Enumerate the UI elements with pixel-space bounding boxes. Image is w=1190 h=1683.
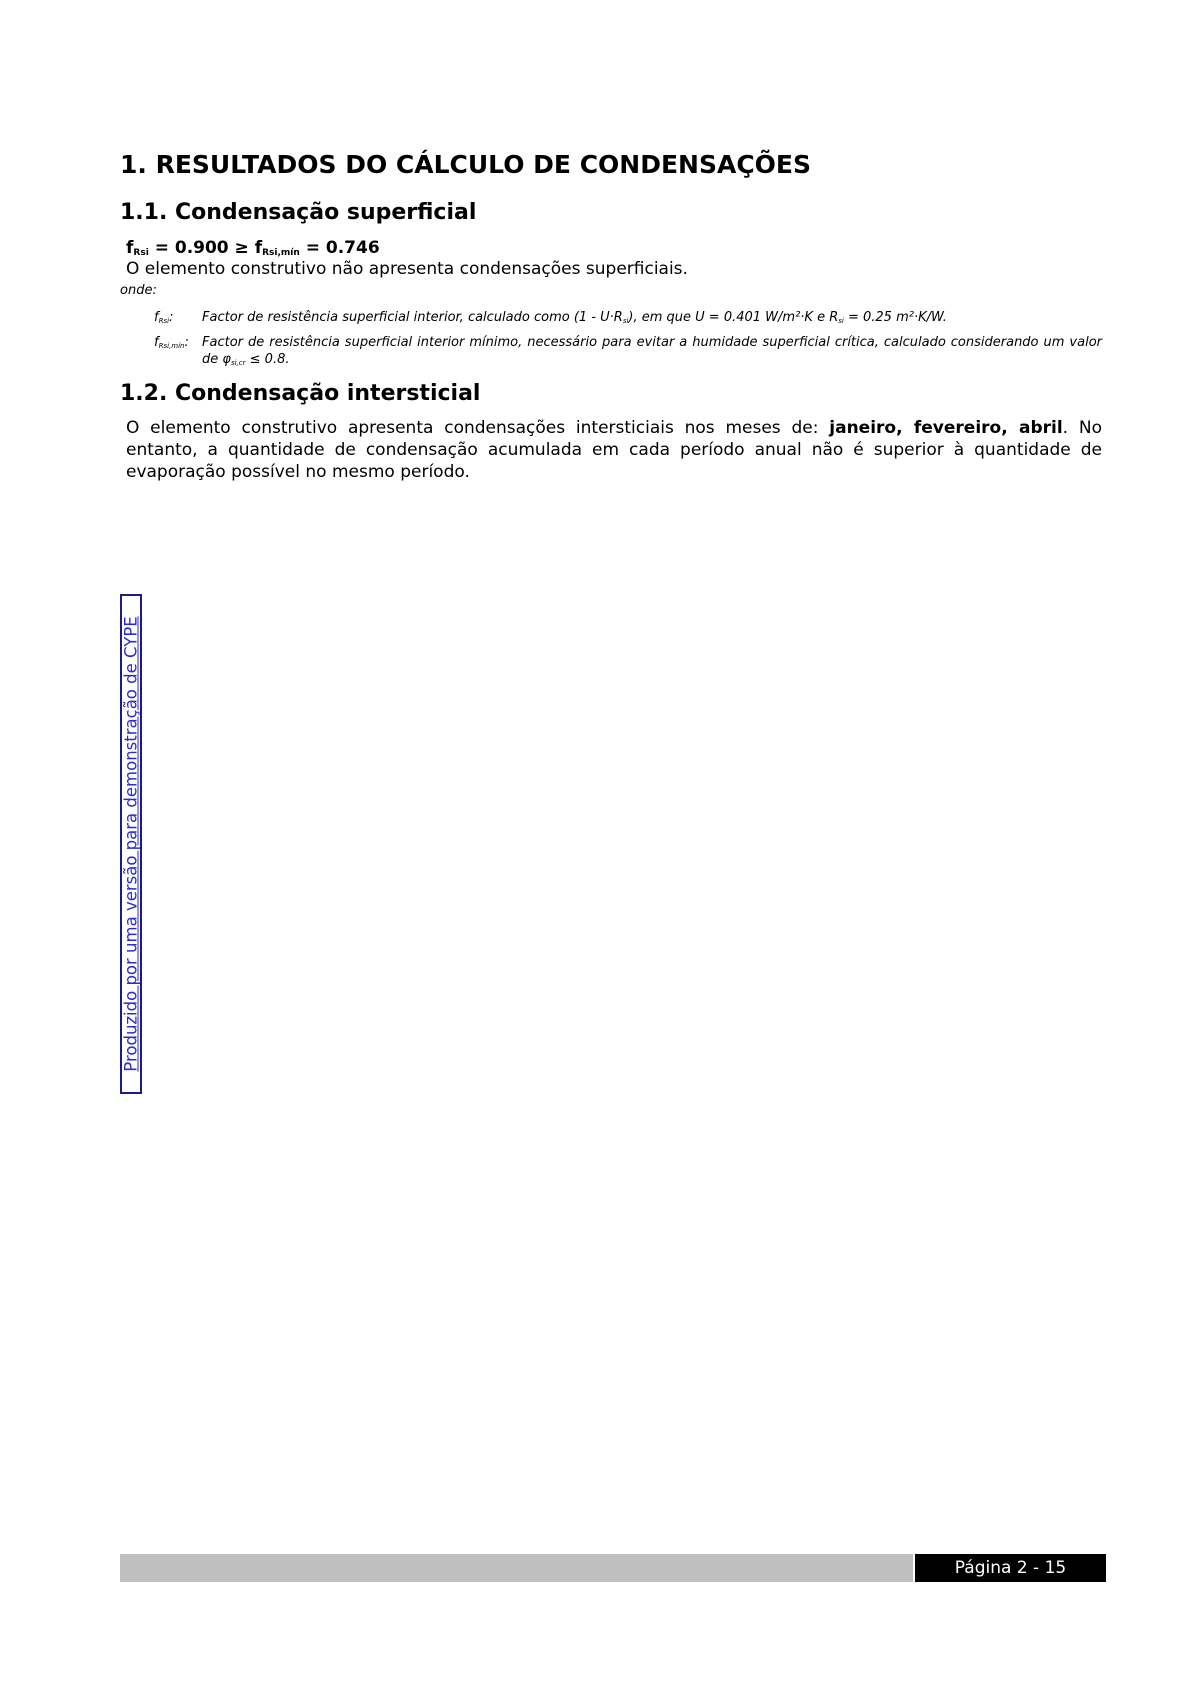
demo-watermark-link[interactable]: Produzido por uma versão para demonstração de CYPE (121, 616, 141, 1072)
formula-symbol-frsimin: f (254, 238, 263, 258)
formula-symbol-frsi: f (126, 238, 134, 258)
page-heading: 1. RESULTADOS DO CÁLCULO DE CONDENSAÇÕES (120, 150, 812, 179)
formula-value-frsi: = 0.900 ≥ (148, 238, 255, 258)
where-label: onde: (120, 283, 157, 298)
interstitial-condensation-paragraph: O elemento construtivo apresenta condensações intersticiais nos meses de: janeiro, fevereiro, abril. No entanto, a quantidade de condensação acumulada em cada período anual não é superior à quantidade de evaporação possível no mesmo período. (126, 418, 1102, 482)
footer-bar (120, 1554, 913, 1582)
section-title-interstitial-condensation: 1.2. Condensação intersticial (120, 381, 481, 406)
definition-text: Factor de resistência superficial interior, calculado como $(1 - U\cdot R_{si})$, em que U = 0.401 W/m²·K e $R_{si} = 0.25$ m²·K/W. (202, 310, 947, 325)
definition-frsimin (154, 334, 1102, 372)
formula-subscript-rsimin: Rsi,mín (262, 248, 300, 258)
page-number: Página 2 - 15 (915, 1554, 1106, 1582)
surface-condensation-result: O elemento construtivo não apresenta condensações superficiais. (126, 259, 688, 279)
definition-text: Factor de resistência superficial interior mínimo, necessário para evitar a humidade superficial crítica, calculado considerando um valor de $\varphi_{si,cr} \le 0.8$. (202, 335, 1102, 367)
definitions-list (154, 309, 1102, 376)
demo-watermark-box (120, 594, 142, 1094)
formula-value-frsimin: = 0.746 (299, 238, 380, 258)
frsi-formula (126, 238, 380, 258)
definition-frsi (154, 309, 1102, 330)
section-title-surface-condensation: 1.1. Condensação superficial (120, 200, 477, 225)
formula-subscript-rsi: Rsi (133, 248, 149, 258)
definition-symbol: $f_{Rsi}$: (154, 310, 174, 325)
condensation-months: janeiro, fevereiro, abril (829, 418, 1063, 438)
definition-symbol: $f_{Rsi,mín}$: (154, 335, 189, 350)
